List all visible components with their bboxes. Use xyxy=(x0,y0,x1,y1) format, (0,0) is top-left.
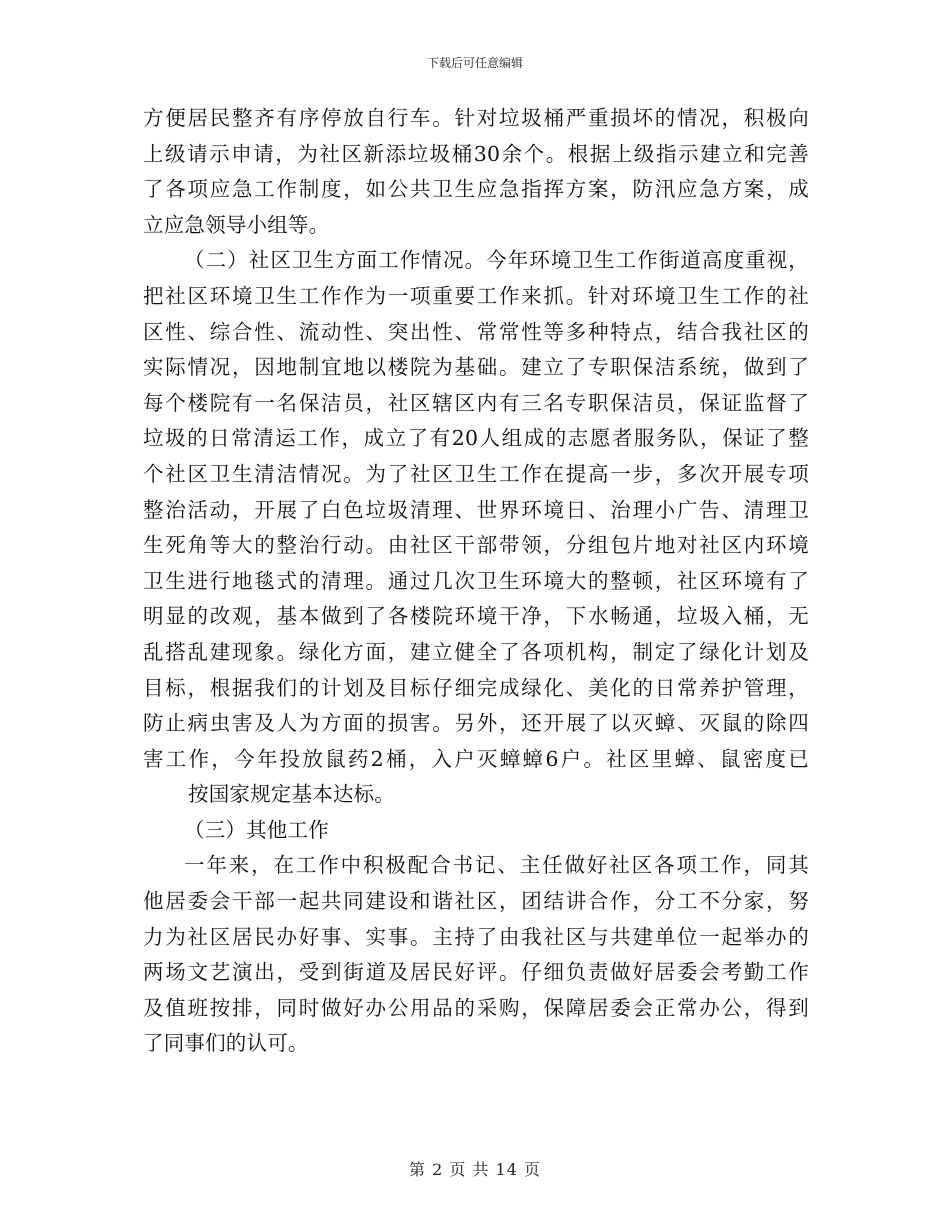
text-line: 及值班按排，同时做好办公用品的采购，保障居委会正常办公，得到 xyxy=(143,995,809,1020)
text-line: 了同事们的认可。 xyxy=(143,1031,309,1056)
text-line: （三）其他工作 xyxy=(184,817,329,842)
text-line: 个社区卫生清洁情况。为了社区卫生工作在提高一步，多次开展专项 xyxy=(143,461,809,486)
text-line: 立应急领导小组等。 xyxy=(143,212,330,237)
text-line: 力为社区居民办好事、实事。主持了由我社区与共建单位一起举办的 xyxy=(143,924,809,949)
text-line: 生死角等大的整治行动。由社区干部带领，分组包片地对社区内环境 xyxy=(143,533,809,558)
text-line: 两场文艺演出，受到街道及居民好评。仔细负责做好居委会考勤工作 xyxy=(143,960,809,985)
text-line: 实际情况，因地制宜地以楼院为基础。建立了专职保洁系统，做到了 xyxy=(143,355,809,380)
text-line: 每个楼院有一名保洁员，社区辖区内有三名专职保洁员，保证监督了 xyxy=(143,390,809,415)
text-line: （二）社区卫生方面工作情况。今年环境卫生工作街道高度重视， xyxy=(184,248,809,273)
text-line: 卫生进行地毯式的清理。通过几次卫生环境大的整顿，社区环境有了 xyxy=(143,568,809,593)
page-number: 第 2 页 共 14 页 xyxy=(409,1160,541,1179)
text-line: 整治活动，开展了白色垃圾清理、世界环境日、治理小广告、清理卫 xyxy=(143,497,809,522)
text-line: 垃圾的日常清运工作，成立了有20人组成的志愿者服务队，保证了整 xyxy=(143,426,809,451)
page-header: 下载后可任意编辑 xyxy=(426,56,523,70)
text-line: 方便居民整齐有序停放自行车。针对垃圾桶严重损坏的情况，积极向 xyxy=(143,106,809,130)
text-line: 他居委会干部一起共同建设和谐社区，团结讲合作，分工不分家，努 xyxy=(143,889,809,914)
text-line: 明显的改观，基本做到了各楼院环境干净，下水畅通，垃圾入桶，无 xyxy=(143,604,809,629)
text-line: 目标，根据我们的计划及目标仔细完成绿化、美化的日常养护管理， xyxy=(143,675,809,700)
text-line: 一年来，在工作中积极配合书记、主任做好社区各项工作，同其 xyxy=(184,853,809,878)
text-line: 上级请示申请，为社区新添垃圾桶30余个。根据上级指示建立和完善 xyxy=(143,141,809,166)
text-line: 按国家规定基本达标。 xyxy=(188,782,395,807)
text-line: 把社区环境卫生工作作为一项重要工作来抓。针对环境卫生工作的社 xyxy=(143,283,809,308)
text-line: 区性、综合性、流动性、突出性、常常性等多种特点，结合我社区的 xyxy=(143,319,809,344)
text-line: 防止病虫害及人为方面的损害。另外，还开展了以灭蟑、灭鼠的除四 xyxy=(143,711,809,736)
text-line: 了各项应急工作制度，如公共卫生应急指挥方案，防汛应急方案，成 xyxy=(143,177,809,202)
text-line: 乱搭乱建现象。绿化方面，建立健全了各项机构，制定了绿化计划及 xyxy=(143,639,809,664)
document-body xyxy=(143,101,809,1062)
text-line: 害工作，今年投放鼠药2桶，入户灭蟑蟑6户。社区里蟑、鼠密度已 xyxy=(143,746,809,771)
